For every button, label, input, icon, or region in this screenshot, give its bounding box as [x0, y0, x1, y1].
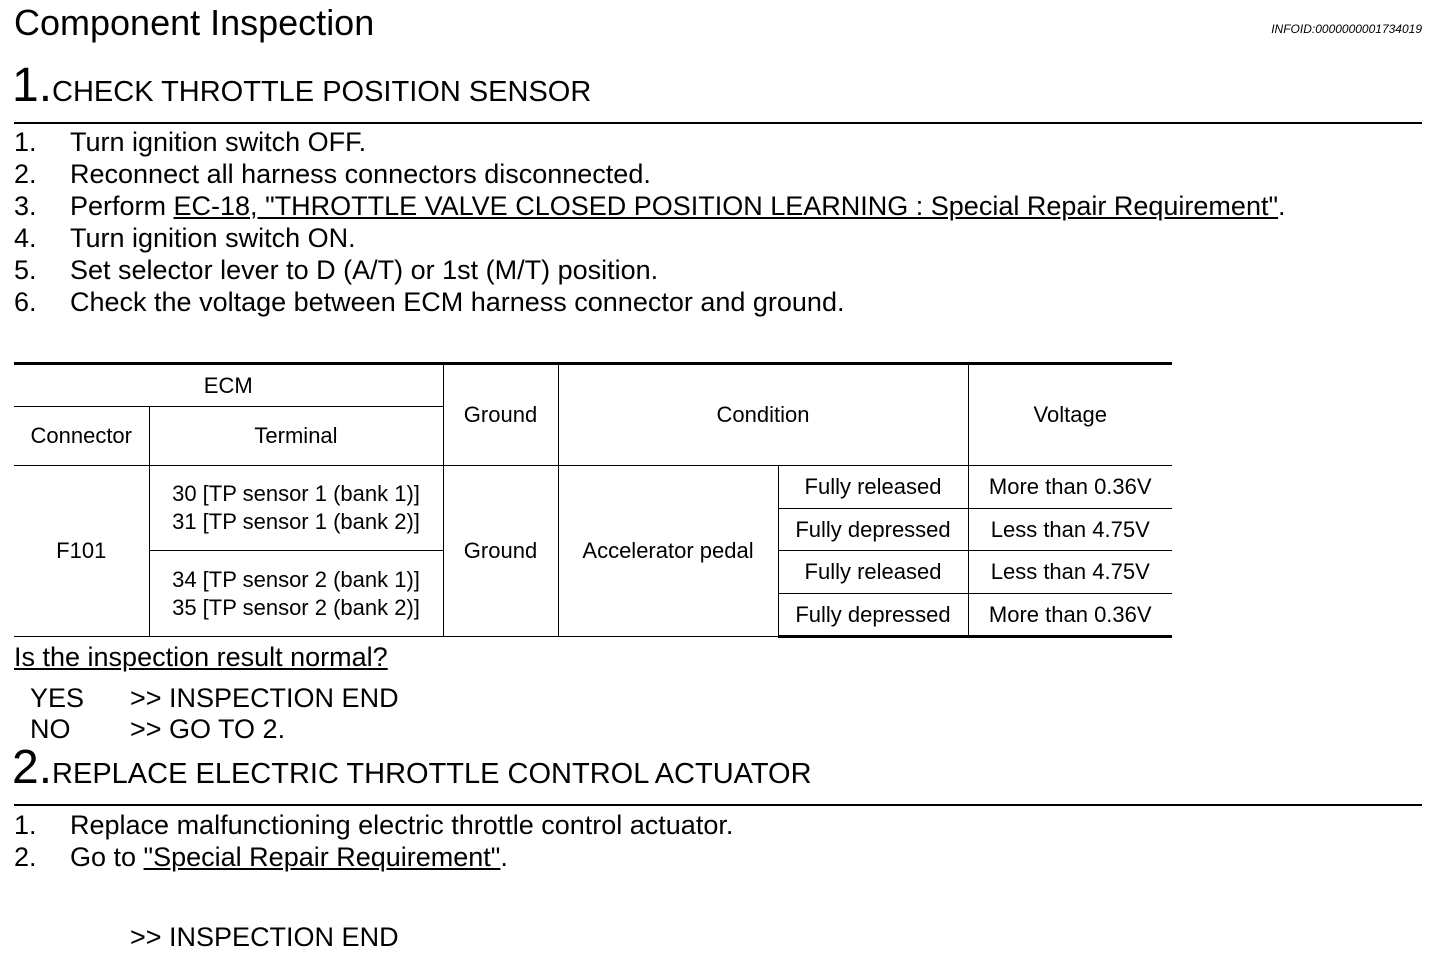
item-text: Check the voltage between ECM harness connector and ground.: [70, 287, 845, 317]
voltage-cell: More than 0.36V: [968, 466, 1172, 509]
item-number: 1.: [14, 127, 37, 157]
item-suffix: .: [1278, 191, 1286, 221]
item-number: 3.: [14, 191, 37, 221]
step-2-divider: [14, 804, 1422, 806]
item-text: [70, 191, 1286, 222]
info-id: INFOID:0000000001734019: [1271, 22, 1422, 36]
terminal-line: 30 [TP sensor 1 (bank 1)]: [172, 481, 420, 506]
voltage-cell: Less than 4.75V: [968, 551, 1172, 594]
ground-header: Ground: [443, 364, 558, 466]
item-text: Turn ignition switch ON.: [70, 223, 356, 253]
item-number: 1.: [14, 810, 37, 840]
step-2-heading: [12, 741, 812, 794]
ground-cell: Ground: [443, 466, 558, 637]
terminal-line: 35 [TP sensor 2 (bank 2)]: [172, 594, 420, 620]
item-prefix: Go to: [70, 842, 144, 872]
terminal-line: 34 [TP sensor 2 (bank 1)]: [172, 566, 420, 592]
item-prefix: Perform: [70, 191, 174, 221]
pedal-state-cell: Fully depressed: [778, 509, 968, 551]
no-label: NO: [30, 714, 71, 744]
connector-cell: F101: [14, 466, 149, 637]
item-number: 2.: [14, 842, 37, 872]
step-2-end: >> INSPECTION END: [130, 922, 399, 952]
voltage-cell: Less than 4.75V: [968, 509, 1172, 551]
item-text: Replace malfunctioning electric throttle control actuator.: [70, 810, 734, 840]
item-suffix: .: [500, 842, 508, 872]
item-number: 4.: [14, 223, 37, 253]
inspection-question: Is the inspection result normal?: [14, 642, 388, 672]
pedal-state-cell: Fully depressed: [778, 594, 968, 637]
table-row: [14, 466, 1172, 509]
special-repair-link[interactable]: "Special Repair Requirement": [143, 842, 501, 872]
pedal-state-cell: Fully released: [778, 466, 968, 509]
yes-label: YES: [30, 683, 85, 713]
yes-action: >> INSPECTION END: [130, 683, 399, 713]
voltage-header: Voltage: [968, 364, 1172, 466]
item-text: Reconnect all harness connectors disconnected.: [70, 159, 651, 189]
item-number: 6.: [14, 287, 37, 317]
item-number: 5.: [14, 255, 37, 285]
no-action: >> GO TO 2.: [130, 714, 286, 744]
item-number: 2.: [14, 159, 37, 189]
terminal-header: Terminal: [149, 407, 443, 466]
ec18-link[interactable]: EC-18, "THROTTLE VALVE CLOSED POSITION LEARNING : Special Repair Requirement": [173, 191, 1279, 221]
step-2-number: 2.: [12, 741, 53, 794]
condition-header: Condition: [558, 364, 968, 466]
step-1-number: 1.: [12, 59, 53, 112]
step-1-title: CHECK THROTTLE POSITION SENSOR: [52, 76, 592, 108]
terminal-cell-group-1: [149, 466, 443, 551]
connector-header: Connector: [14, 407, 149, 466]
ecm-header: ECM: [14, 364, 443, 407]
condition-cell: Accelerator pedal: [558, 466, 778, 637]
pedal-state-cell: Fully released: [778, 551, 968, 594]
terminal-cell-group-2: [149, 551, 443, 637]
item-text: Turn ignition switch OFF.: [70, 127, 367, 157]
step-1-heading: [12, 59, 592, 112]
item-text: [70, 842, 508, 873]
voltage-cell: More than 0.36V: [968, 594, 1172, 637]
item-text: Set selector lever to D (A/T) or 1st (M/T) position.: [70, 255, 659, 285]
page-title: Component Inspection: [14, 2, 375, 43]
voltage-spec-table: [14, 362, 1172, 638]
step-2-title: REPLACE ELECTRIC THROTTLE CONTROL ACTUATOR: [52, 758, 812, 790]
step-1-divider: [14, 122, 1422, 124]
terminal-line: 31 [TP sensor 1 (bank 2)]: [172, 509, 420, 534]
